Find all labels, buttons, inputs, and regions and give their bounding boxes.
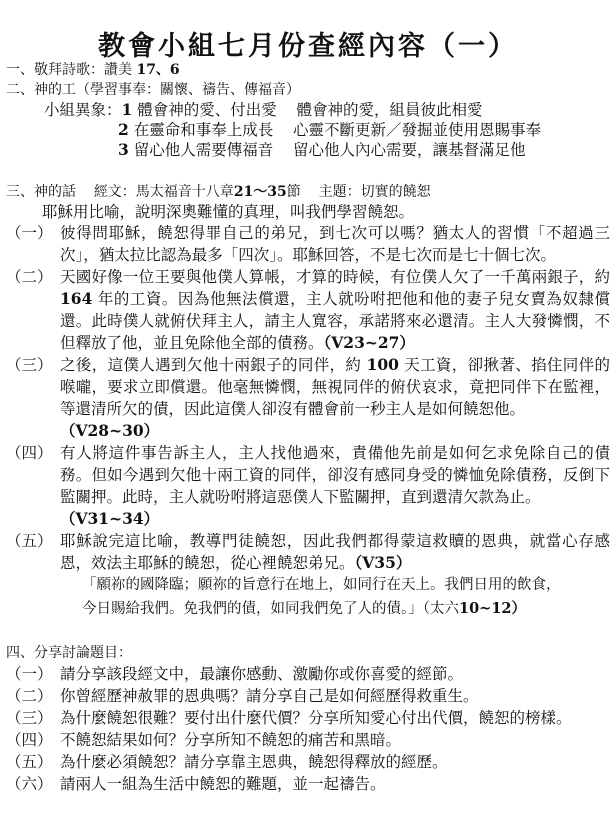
point-5 [6, 530, 610, 574]
gods-word-label: 三、神的話 [6, 184, 76, 200]
verse-ref: （V23~27） [323, 333, 415, 352]
discussion-text: 請分享該段經文中，最讓你感動、激勵你或你喜愛的經節。 [60, 665, 464, 683]
vision-label: 小組異象： [44, 101, 122, 119]
verse-ref: （V31~34） [60, 509, 160, 528]
quote-ref: 10~12） [459, 600, 527, 617]
discussion-text: 為什麼饒恕很難？要付出什麼代價？分享所知愛心付出代價，饒恕的榜樣。 [60, 709, 572, 727]
point-4 [6, 442, 610, 530]
discussion-number: （四） [6, 731, 53, 749]
vision-number: 2 [118, 120, 129, 139]
vision-long: 體會神的愛，組員彼此相愛 [296, 101, 483, 119]
point-text-part: 彼得問耶穌，饒恕得罪自己的弟兄，到七次可以嗎？猶太人的習慣「不超過三次」，猶太拉比認為最多「四次」。耶穌回答，不是七次而是七十個七次。 [60, 224, 610, 264]
point-number: （二） [6, 268, 53, 286]
vision-short: 體會神的愛、付出愛 [137, 101, 277, 119]
point-text-part: 天國好像一位王要與他僕人算帳，才算的時候，有位僕人欠了一千萬兩銀子，約 [60, 268, 610, 286]
point-text [60, 442, 610, 530]
point-text [60, 266, 610, 354]
verse-ref: （V35） [354, 553, 412, 572]
scripture-label: 經文：馬太福音十八章 [93, 184, 234, 200]
point-text [60, 530, 610, 574]
theme-label: 主題：切實的饒恕 [318, 184, 431, 200]
vision-long: 留心他人內心需要，讓基督滿足他 [292, 141, 526, 159]
point-number: （四） [6, 444, 53, 462]
verse-ref: （V28~30） [60, 421, 160, 440]
quote-line-1: 「願祢的國降臨；願祢的旨意行在地上，如同行在天上。我們日用的飲食， [82, 577, 561, 593]
point-2 [6, 266, 610, 354]
discussion-item-5 [6, 751, 610, 773]
point-number: （一） [6, 224, 53, 242]
discussion-item-6 [6, 773, 610, 795]
discussion-heading: 四、分享討論題目： [6, 645, 132, 661]
worship-section [6, 60, 610, 80]
point-text-part: 年的工資。因為他無法償還，主人就吩咐把他和他的妻子兒女賣為奴隸償還。此時僕人就俯伏拜主人，請主人寬容，承諾將來必還清。主人大發憐憫，不但釋放了他，並且免除他全部的債務。 [60, 290, 610, 352]
point-1 [6, 222, 610, 266]
point-text-part: 有人將這件事告訴主人，主人找他過來，責備他先前是如何乞求免除自己的債務。但如今遇到欠他十兩工資的同伴，卻沒有感同身受的憐恤免除債務，反倒下監關押。此時，主人就吩咐將這惡僕人下監關押，直到還清欠款為止。 [60, 444, 610, 506]
point-text [60, 222, 610, 266]
point-number: （五） [6, 532, 53, 550]
gods-word-heading [6, 182, 610, 202]
point-number-bold: 164 [60, 289, 93, 308]
discussion-item-2 [6, 685, 610, 707]
discussion-number: （二） [6, 687, 53, 705]
gods-work-heading: 二、神的工（學習事奉：關懷、禱告、傳福音） [6, 82, 300, 98]
vision-number: 1 [121, 100, 133, 119]
point-text [60, 354, 610, 442]
discussion-item-1 [6, 663, 610, 685]
discussion-item-4 [6, 729, 610, 751]
intro-text: 耶穌用比喻，說明深奧難懂的真理，叫我們學習饒恕。 [42, 203, 415, 221]
worship-label: 一、敬拜詩歌：讚美 [6, 62, 132, 78]
vision-row-2 [6, 120, 610, 140]
discussion-text: 為什麼必須饒恕？請分享靠主恩典，饒恕得釋放的經歷。 [60, 753, 448, 771]
scripture-ref: 21～35 [233, 184, 287, 200]
worship-songs: 17、6 [136, 62, 180, 78]
spacer [6, 621, 610, 643]
point-number: （三） [6, 356, 53, 374]
lords-prayer-quote [6, 574, 610, 621]
vision-number: 3 [118, 140, 129, 159]
scripture-suffix: 節 [286, 184, 301, 200]
discussion-text: 請兩人一組為生活中饒恕的難題，並一起禱告。 [60, 775, 386, 793]
point-text-part: 天工資，卻揪著、掐住同伴的喉嚨，要求立即償還。他毫無憐憫，無視同伴的俯伏哀求，竟把同伴下在監裡，等還清所欠的債，因此這僕人卻沒有體會前一秒主人是如何饒恕他。 [60, 356, 610, 418]
discussion-number: （三） [6, 709, 53, 727]
point-3 [6, 354, 610, 442]
point-number-bold: 100 [366, 355, 399, 374]
spacer [6, 160, 610, 182]
vision-short: 在靈命和事奉上成長 [133, 121, 274, 139]
vision-long: 心靈不斷更新／發掘並使用恩賜事奉 [292, 121, 541, 139]
discussion-text: 你曾經歷神赦罪的恩典嗎？請分享自己是如何經歷得救重生。 [60, 687, 479, 705]
vision-row-3 [6, 140, 610, 160]
discussion-number: （六） [6, 775, 53, 793]
point-text-part: 耶穌說完這比喻，教導門徒饒恕，因此我們都得蒙這救贖的恩典，就當心存感恩，效法主耶穌的饒恕，從心裡饒恕弟兄。 [60, 532, 610, 572]
point-text-part: 之後，這僕人遇到欠他十兩銀子的同伴，約 [60, 356, 362, 374]
discussion-number: （一） [6, 665, 53, 683]
quote-line-2 [82, 597, 610, 621]
discussion-number: （五） [6, 753, 53, 771]
discussion-text: 不饒恕結果如何？分享所知不饒恕的痛苦和黑暗。 [60, 731, 402, 749]
vision-row-1 [6, 100, 610, 120]
vision-short: 留心他人需要傳福音 [133, 141, 274, 159]
quote-line-2-text: 今日賜給我們。免我們的債，如同我們免了人的債。」（太六 [82, 601, 459, 617]
discussion-item-3 [6, 707, 610, 729]
page-title: 教會小組七月份查經內容（一） [98, 31, 518, 62]
